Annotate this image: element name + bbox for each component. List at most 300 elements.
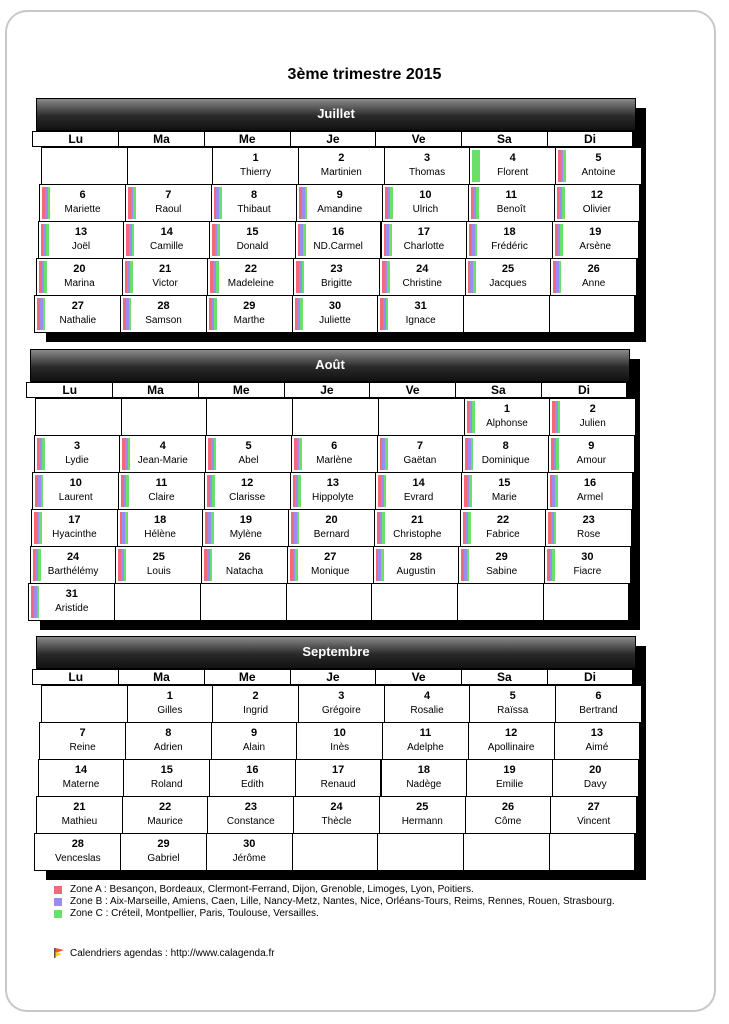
day-number: 17 [417,226,430,238]
weekday-label: Me [238,670,256,684]
day-cell[interactable] [209,759,296,797]
day-cell[interactable] [120,295,207,333]
weekday-header [26,382,113,398]
day-cell[interactable] [204,472,291,510]
day-number: 3 [423,152,431,164]
weekday-label: Sa [496,132,512,146]
saint-name: Maurice [147,816,183,827]
day-cell[interactable] [30,546,117,584]
footer-link[interactable]: Calendriers agendas : http://www.calagenda.fr [70,948,275,959]
day-cell[interactable] [288,509,375,547]
month-2 [24,636,654,882]
day-cell[interactable] [32,472,119,510]
day-number: 17 [68,514,81,526]
day-number: 2 [589,403,596,415]
day-number: 4 [509,152,516,164]
saint-name: Clarisse [229,492,266,503]
day-cell[interactable] [468,184,555,222]
day-number: 13 [326,477,339,489]
day-cell[interactable] [552,221,639,259]
saint-name: Nadège [406,779,442,790]
day-number: 31 [65,588,78,600]
day-number: 1 [166,690,173,702]
saint-name: Marie [491,492,517,503]
day-cell[interactable] [291,435,378,473]
day-number: 26 [238,551,251,563]
saint-name: Edith [241,779,264,790]
weekday-label: Me [238,132,256,146]
day-cell[interactable] [469,685,556,723]
day-cell[interactable] [31,509,118,547]
day-cell[interactable] [125,722,212,760]
day-cell[interactable] [293,258,380,296]
day-cell[interactable] [36,796,123,834]
day-cell[interactable] [205,435,292,473]
day-number: 15 [498,477,511,489]
weekday-label: Di [584,132,597,146]
saint-name: Hippolyte [312,492,354,503]
weekday-header [118,131,205,147]
saint-name: Camille [150,241,184,252]
day-number: 22 [158,801,172,813]
saint-name: Raïssa [497,705,529,716]
day-number: 2 [252,690,259,702]
day-number: 24 [416,263,429,275]
saint-name: Gabriel [147,853,180,864]
day-cell[interactable] [465,258,552,296]
saint-name: Evrard [403,492,434,503]
empty-cell [41,147,128,185]
day-cell[interactable] [377,435,464,473]
weekday-header [290,131,377,147]
day-cell[interactable] [379,258,466,296]
day-cell[interactable] [125,184,212,222]
day-number: 4 [423,690,431,702]
saint-name: Ingrid [243,705,269,716]
saint-name: Materne [62,779,100,790]
weekday-label: Je [320,383,334,397]
saint-name: Ignace [405,315,436,326]
day-cell[interactable] [382,184,469,222]
day-number: 15 [246,226,259,238]
day-cell[interactable] [34,295,121,333]
day-cell[interactable] [211,722,298,760]
day-cell[interactable] [464,398,551,436]
day-number: 25 [416,801,429,813]
day-cell[interactable] [550,796,637,834]
day-number: 28 [71,838,84,850]
day-cell[interactable] [206,295,293,333]
empty-cell [200,583,287,621]
saint-name: Ulrich [412,204,439,215]
saint-name: Alain [242,742,266,753]
day-number: 10 [69,477,82,489]
day-number: 27 [71,300,84,312]
zone-b-swatch [54,898,62,906]
empty-cell [457,583,544,621]
day-number: 28 [409,551,423,563]
saint-name: Adrien [153,742,183,753]
day-number: 22 [244,263,257,275]
day-cell[interactable] [209,221,296,259]
empty-cell [41,685,128,723]
day-cell[interactable] [461,472,548,510]
day-number: 30 [328,300,342,312]
day-cell[interactable] [123,221,210,259]
day-number: 20 [589,764,602,776]
weekday-header [375,131,462,147]
month-1 [18,349,648,632]
day-cell[interactable] [381,759,468,797]
day-cell[interactable] [123,759,210,797]
weekday-header [375,669,462,685]
day-number: 31 [414,300,427,312]
day-cell[interactable] [458,546,545,584]
day-cell[interactable] [554,184,641,222]
day-cell[interactable] [34,435,121,473]
weekday-label: Je [326,670,340,684]
empty-cell [463,833,550,871]
saint-name: Julien [579,418,606,429]
saint-name: Samson [145,315,182,326]
saint-name: Abel [238,455,259,466]
saint-name: Augustin [396,566,436,577]
day-number: 6 [331,440,338,452]
day-cell[interactable] [202,509,289,547]
day-cell[interactable] [38,221,125,259]
weekday-header [547,669,634,685]
day-cell[interactable] [555,685,642,723]
day-cell[interactable] [28,583,115,621]
day-number: 7 [416,440,423,452]
month-grid [24,636,624,870]
saint-name: Marina [64,278,95,289]
day-cell[interactable] [382,722,469,760]
day-number: 29 [495,551,508,563]
day-number: 24 [330,801,343,813]
saint-name: Brigitte [320,278,353,289]
saint-name: Rosalie [410,705,444,716]
empty-cell [543,583,630,621]
day-number: 7 [79,727,86,739]
month-grid [24,98,624,332]
day-number: 23 [244,801,257,813]
saint-name: Monique [311,566,350,577]
day-cell[interactable] [465,796,552,834]
day-cell[interactable] [118,472,205,510]
day-cell[interactable] [119,435,206,473]
weekday-header [541,382,628,398]
empty-cell [127,147,214,185]
month-header [30,349,630,382]
day-number: 21 [73,801,86,813]
day-cell[interactable] [207,796,294,834]
saint-name: Jérôme [232,853,266,864]
saint-name: Mathieu [61,816,98,827]
day-cell[interactable] [127,685,214,723]
day-cell[interactable] [206,833,293,871]
day-cell[interactable] [120,833,207,871]
day-cell[interactable] [122,796,209,834]
saint-name: Lydie [65,455,89,466]
day-cell[interactable] [552,759,639,797]
day-cell[interactable] [38,759,125,797]
day-cell[interactable] [545,509,632,547]
day-cell[interactable] [36,258,123,296]
weekday-header [461,131,548,147]
day-cell[interactable] [384,147,471,185]
saint-name: Thècle [321,816,352,827]
saint-name: Christine [402,278,442,289]
saint-name: Côme [494,816,522,827]
empty-cell [378,398,465,436]
zone-c-swatch [54,910,62,918]
day-number: 3 [338,690,345,702]
day-cell[interactable] [296,722,383,760]
empty-cell [206,398,293,436]
saint-name: Roland [150,779,183,790]
saint-name: Reine [69,742,96,753]
empty-cell [377,833,464,871]
saint-name: Jean-Marie [137,455,188,466]
saint-name: Hyacinthe [52,529,97,540]
day-number: 18 [153,514,167,526]
saint-name: Constance [226,816,275,827]
day-number: 12 [505,727,518,739]
day-number: 9 [336,189,343,201]
saint-name: Armel [576,492,604,503]
day-number: 18 [417,764,430,776]
day-number: 19 [503,764,516,776]
day-cell[interactable] [290,472,377,510]
day-number: 4 [159,440,166,452]
day-number: 19 [589,226,602,238]
month-header [36,98,636,131]
day-cell[interactable] [468,722,555,760]
weekday-label: Lu [62,383,78,397]
saint-name: Rose [577,529,601,540]
day-number: 12 [241,477,254,489]
saint-name: Hermann [401,816,443,827]
day-cell[interactable] [466,759,553,797]
day-number: 5 [245,440,252,452]
saint-name: Mariette [64,204,101,215]
day-cell[interactable] [549,398,636,436]
legend-zone-b [54,896,654,908]
saint-name: Olivier [582,204,612,215]
saint-name: Martinien [320,167,362,178]
day-number: 20 [325,514,338,526]
day-number: 13 [74,226,88,238]
day-number: 10 [419,189,432,201]
saint-name: Thierry [240,167,272,178]
day-number: 21 [158,263,172,275]
day-number: 1 [503,403,511,415]
day-cell[interactable] [374,509,461,547]
day-cell[interactable] [548,435,635,473]
day-cell[interactable] [384,685,471,723]
saint-name: Marthe [233,315,265,326]
day-cell[interactable] [117,509,204,547]
day-cell[interactable] [379,796,466,834]
day-number: 22 [496,514,510,526]
day-cell[interactable] [381,221,468,259]
saint-name: Jacques [489,278,527,289]
day-cell[interactable] [295,759,382,797]
day-cell[interactable] [462,435,549,473]
day-cell[interactable] [211,184,298,222]
day-number: 30 [581,551,594,563]
weekday-label: Ma [153,670,170,684]
weekday-label: Ve [411,670,426,684]
saint-name: Mylène [229,529,262,540]
saint-name: Anne [582,278,606,289]
day-number: 23 [582,514,595,526]
saint-name: Barthélémy [47,566,99,577]
saint-name: Charlotte [403,241,445,252]
saint-name: Renaud [320,779,356,790]
month-0 [24,98,654,344]
weekday-label: Ma [147,383,164,397]
saint-name: Alphonse [486,418,528,429]
month-name: Septembre [302,644,370,659]
day-number: 30 [243,838,256,850]
empty-cell [286,583,373,621]
saint-name: Fabrice [486,529,520,540]
day-number: 14 [412,477,425,489]
day-cell[interactable] [39,722,126,760]
weekday-header [455,382,542,398]
day-number: 27 [587,801,600,813]
weekday-label: Ma [153,132,170,146]
saint-name: Amour [576,455,607,466]
saint-name: Marlène [316,455,353,466]
saint-name: Claire [148,492,175,503]
zone-legend [54,884,654,920]
day-cell[interactable] [212,685,299,723]
weekday-label: Di [578,383,591,397]
weekday-label: Me [232,383,250,397]
day-number: 16 [332,226,345,238]
day-cell[interactable] [34,833,121,871]
empty-cell [292,398,379,436]
day-cell[interactable] [544,546,631,584]
saint-name: ND.Carmel [313,241,363,252]
saint-name: Nathalie [59,315,97,326]
day-cell[interactable] [296,184,383,222]
day-number: 29 [243,300,256,312]
day-number: 25 [152,551,165,563]
weekday-header [32,131,119,147]
day-cell[interactable] [207,258,294,296]
saint-name: Bertrand [579,705,618,716]
saint-name: Arsène [579,241,612,252]
flag-icon [54,948,64,958]
empty-cell [371,583,458,621]
day-number: 2 [338,152,345,164]
saint-name: Dominique [481,455,530,466]
saint-name: Gilles [157,705,183,716]
day-cell[interactable] [212,147,299,185]
day-number: 11 [419,727,432,739]
day-cell[interactable] [292,295,379,333]
saint-name: Sabine [486,566,518,577]
weekday-header [284,382,371,398]
saint-name: Victor [152,278,178,289]
weekday-label: Sa [496,670,512,684]
zone-a-swatch [54,886,62,894]
day-cell[interactable] [39,184,126,222]
weekday-label: Di [584,670,597,684]
day-cell[interactable] [122,258,209,296]
day-cell[interactable] [373,546,460,584]
day-cell[interactable] [375,472,462,510]
day-number: 16 [583,477,597,489]
day-number: 18 [503,226,516,238]
day-cell[interactable] [201,546,288,584]
saint-name: Joël [71,241,91,252]
day-cell[interactable] [377,295,464,333]
saint-name: Gaëtan [403,455,437,466]
month-grid [18,349,618,620]
day-cell[interactable] [287,546,374,584]
day-number: 16 [246,764,259,776]
saint-name: Emilie [495,779,524,790]
day-number: 8 [250,189,258,201]
saint-name: Inès [330,742,350,753]
day-cell[interactable] [298,685,385,723]
day-cell[interactable] [554,722,641,760]
saint-name: Benoît [496,204,526,215]
day-cell[interactable] [460,509,547,547]
empty-cell [549,295,636,333]
day-cell[interactable] [298,147,385,185]
saint-name: Amandine [317,204,363,215]
day-number: 3 [74,440,81,452]
saint-name: Bernard [313,529,350,540]
day-number: 20 [73,263,86,275]
day-cell[interactable] [555,147,642,185]
day-cell[interactable] [293,796,380,834]
day-cell[interactable] [466,221,553,259]
saint-name: Florent [497,167,529,178]
weekday-header [547,131,634,147]
day-number: 1 [252,152,259,164]
legend-text: Zone C : Créteil, Montpellier, Paris, Toulouse, Versailles. [70,908,319,919]
saint-name: Vincent [577,816,611,827]
weekday-header [369,382,456,398]
legend-zone-c [54,908,654,920]
day-number: 27 [324,551,337,563]
empty-cell [121,398,208,436]
day-cell[interactable] [469,147,556,185]
day-number: 11 [155,477,168,489]
day-cell[interactable] [295,221,382,259]
empty-cell [114,583,201,621]
day-cell[interactable] [115,546,202,584]
weekday-label: Sa [490,383,506,397]
day-cell[interactable] [547,472,634,510]
saint-name: Apollinaire [487,742,535,753]
weekday-label: Ve [405,383,420,397]
day-number: 10 [333,727,346,739]
day-number: 23 [330,263,343,275]
weekday-label: Lu [68,670,84,684]
day-cell[interactable] [550,258,637,296]
empty-cell [292,833,379,871]
empty-cell [463,295,550,333]
day-number: 29 [157,838,170,850]
